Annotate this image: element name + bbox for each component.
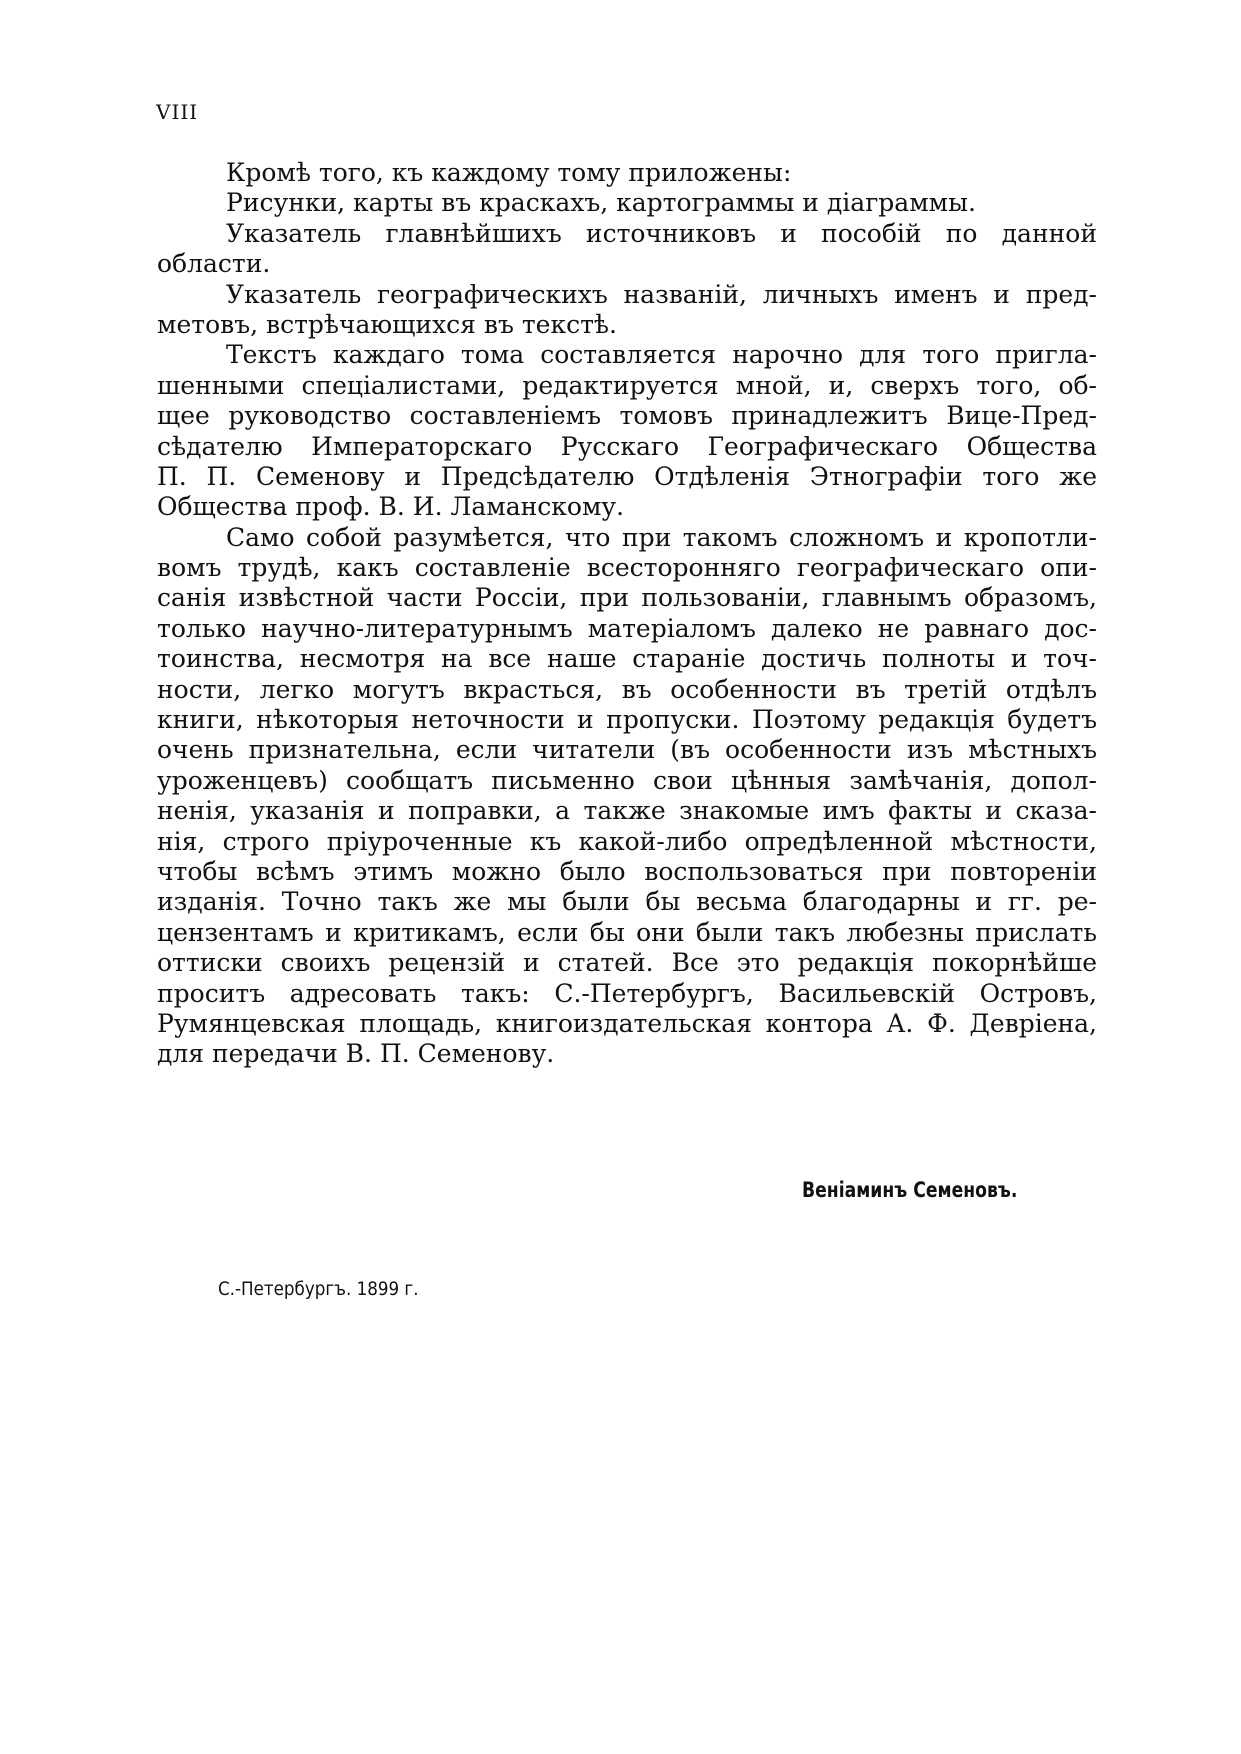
author-signature: Веніаминъ Семеновъ.	[802, 1178, 1018, 1202]
text-line: проситъ адресовать такъ: С.-Петербургъ, Васильевскій Островъ,	[157, 978, 1097, 1008]
text-line: Само собой разумѣется, что при такомъ сложномъ и кропотли-	[226, 522, 1097, 552]
text-line: Рисунки, карты въ краскахъ, картограммы и діаграммы.	[226, 188, 976, 218]
text-line: цензентамъ и критикамъ, если бы они были такъ любезны прислать	[157, 917, 1097, 947]
text-line: только научно-литературнымъ матеріаломъ далеко не равнаго дос-	[157, 613, 1097, 643]
text-line: чтобы всѣмъ этимъ можно было воспользоваться при повтореніи	[157, 856, 1097, 886]
text-line: ности, легко могутъ вкрасться, въ особенности въ третій отдѣлъ	[157, 674, 1097, 704]
text-line: уроженцевъ) сообщатъ письменно свои цѣнныя замѣчанія, допол-	[157, 765, 1097, 795]
text-line: Текстъ каждаго тома составляется нарочно для того пригла-	[226, 340, 1097, 370]
text-line: щее руководство составленіемъ томовъ принадлежитъ Вице-Пред-	[157, 401, 1097, 431]
text-line: нія, строго пріуроченные къ какой-либо опредѣленной мѣстности,	[157, 826, 1097, 856]
text-line: ненія, указанія и поправки, а также знакомые имъ факты и сказа-	[157, 796, 1097, 826]
text-line: Общества проф. В. И. Ламанскому.	[157, 492, 625, 522]
place-date: С.-Петербургъ. 1899 г.	[218, 1278, 419, 1300]
text-line: шенными спеціалистами, редактируется мной, и, сверхъ того, об-	[157, 370, 1097, 400]
text-line: тоинства, несмотря на все наше стараніе достичь полноты и точ-	[157, 644, 1097, 674]
text-line: очень признательна, если читатели (въ особенности изъ мѣстныхъ	[157, 735, 1097, 765]
text-line: метовъ, встрѣчающихся въ текстѣ.	[157, 309, 617, 339]
text-line: изданія. Точно такъ же мы были бы весьма благодарны и гг. ре-	[157, 887, 1097, 917]
text-line: сѣдателю Императорскаго Русскаго Географическаго Общества	[157, 431, 1097, 461]
text-line: П. П. Семенову и Предсѣдателю Отдѣленія Этнографіи того же	[157, 461, 1097, 491]
text-line: области.	[157, 249, 271, 279]
text-line: книги, нѣкоторыя неточности и пропуски. Поэтому редакція будетъ	[157, 705, 1097, 735]
preface-body	[157, 158, 1097, 1070]
text-line: Румянцевская площадь, книгоиздательская контора А. Ф. Девріена,	[157, 1008, 1097, 1038]
text-line: для передачи В. П. Семенову.	[157, 1039, 555, 1069]
text-line: Указатель главнѣйшихъ источниковъ и пособій по данной	[226, 218, 1097, 248]
text-line: санія извѣстной части Россіи, при пользованіи, главнымъ образомъ,	[157, 583, 1097, 613]
text-line: вомъ трудѣ, какъ составленіе всесторонняго географическаго опи-	[157, 553, 1097, 583]
text-line: оттиски своихъ рецензій и статей. Все это редакція покорнѣйше	[157, 948, 1097, 978]
text-line: Указатель географическихъ названій, личныхъ именъ и пред-	[226, 279, 1097, 309]
page-number: VIII	[156, 100, 199, 124]
text-line: Кромѣ того, къ каждому тому приложены:	[226, 158, 792, 187]
